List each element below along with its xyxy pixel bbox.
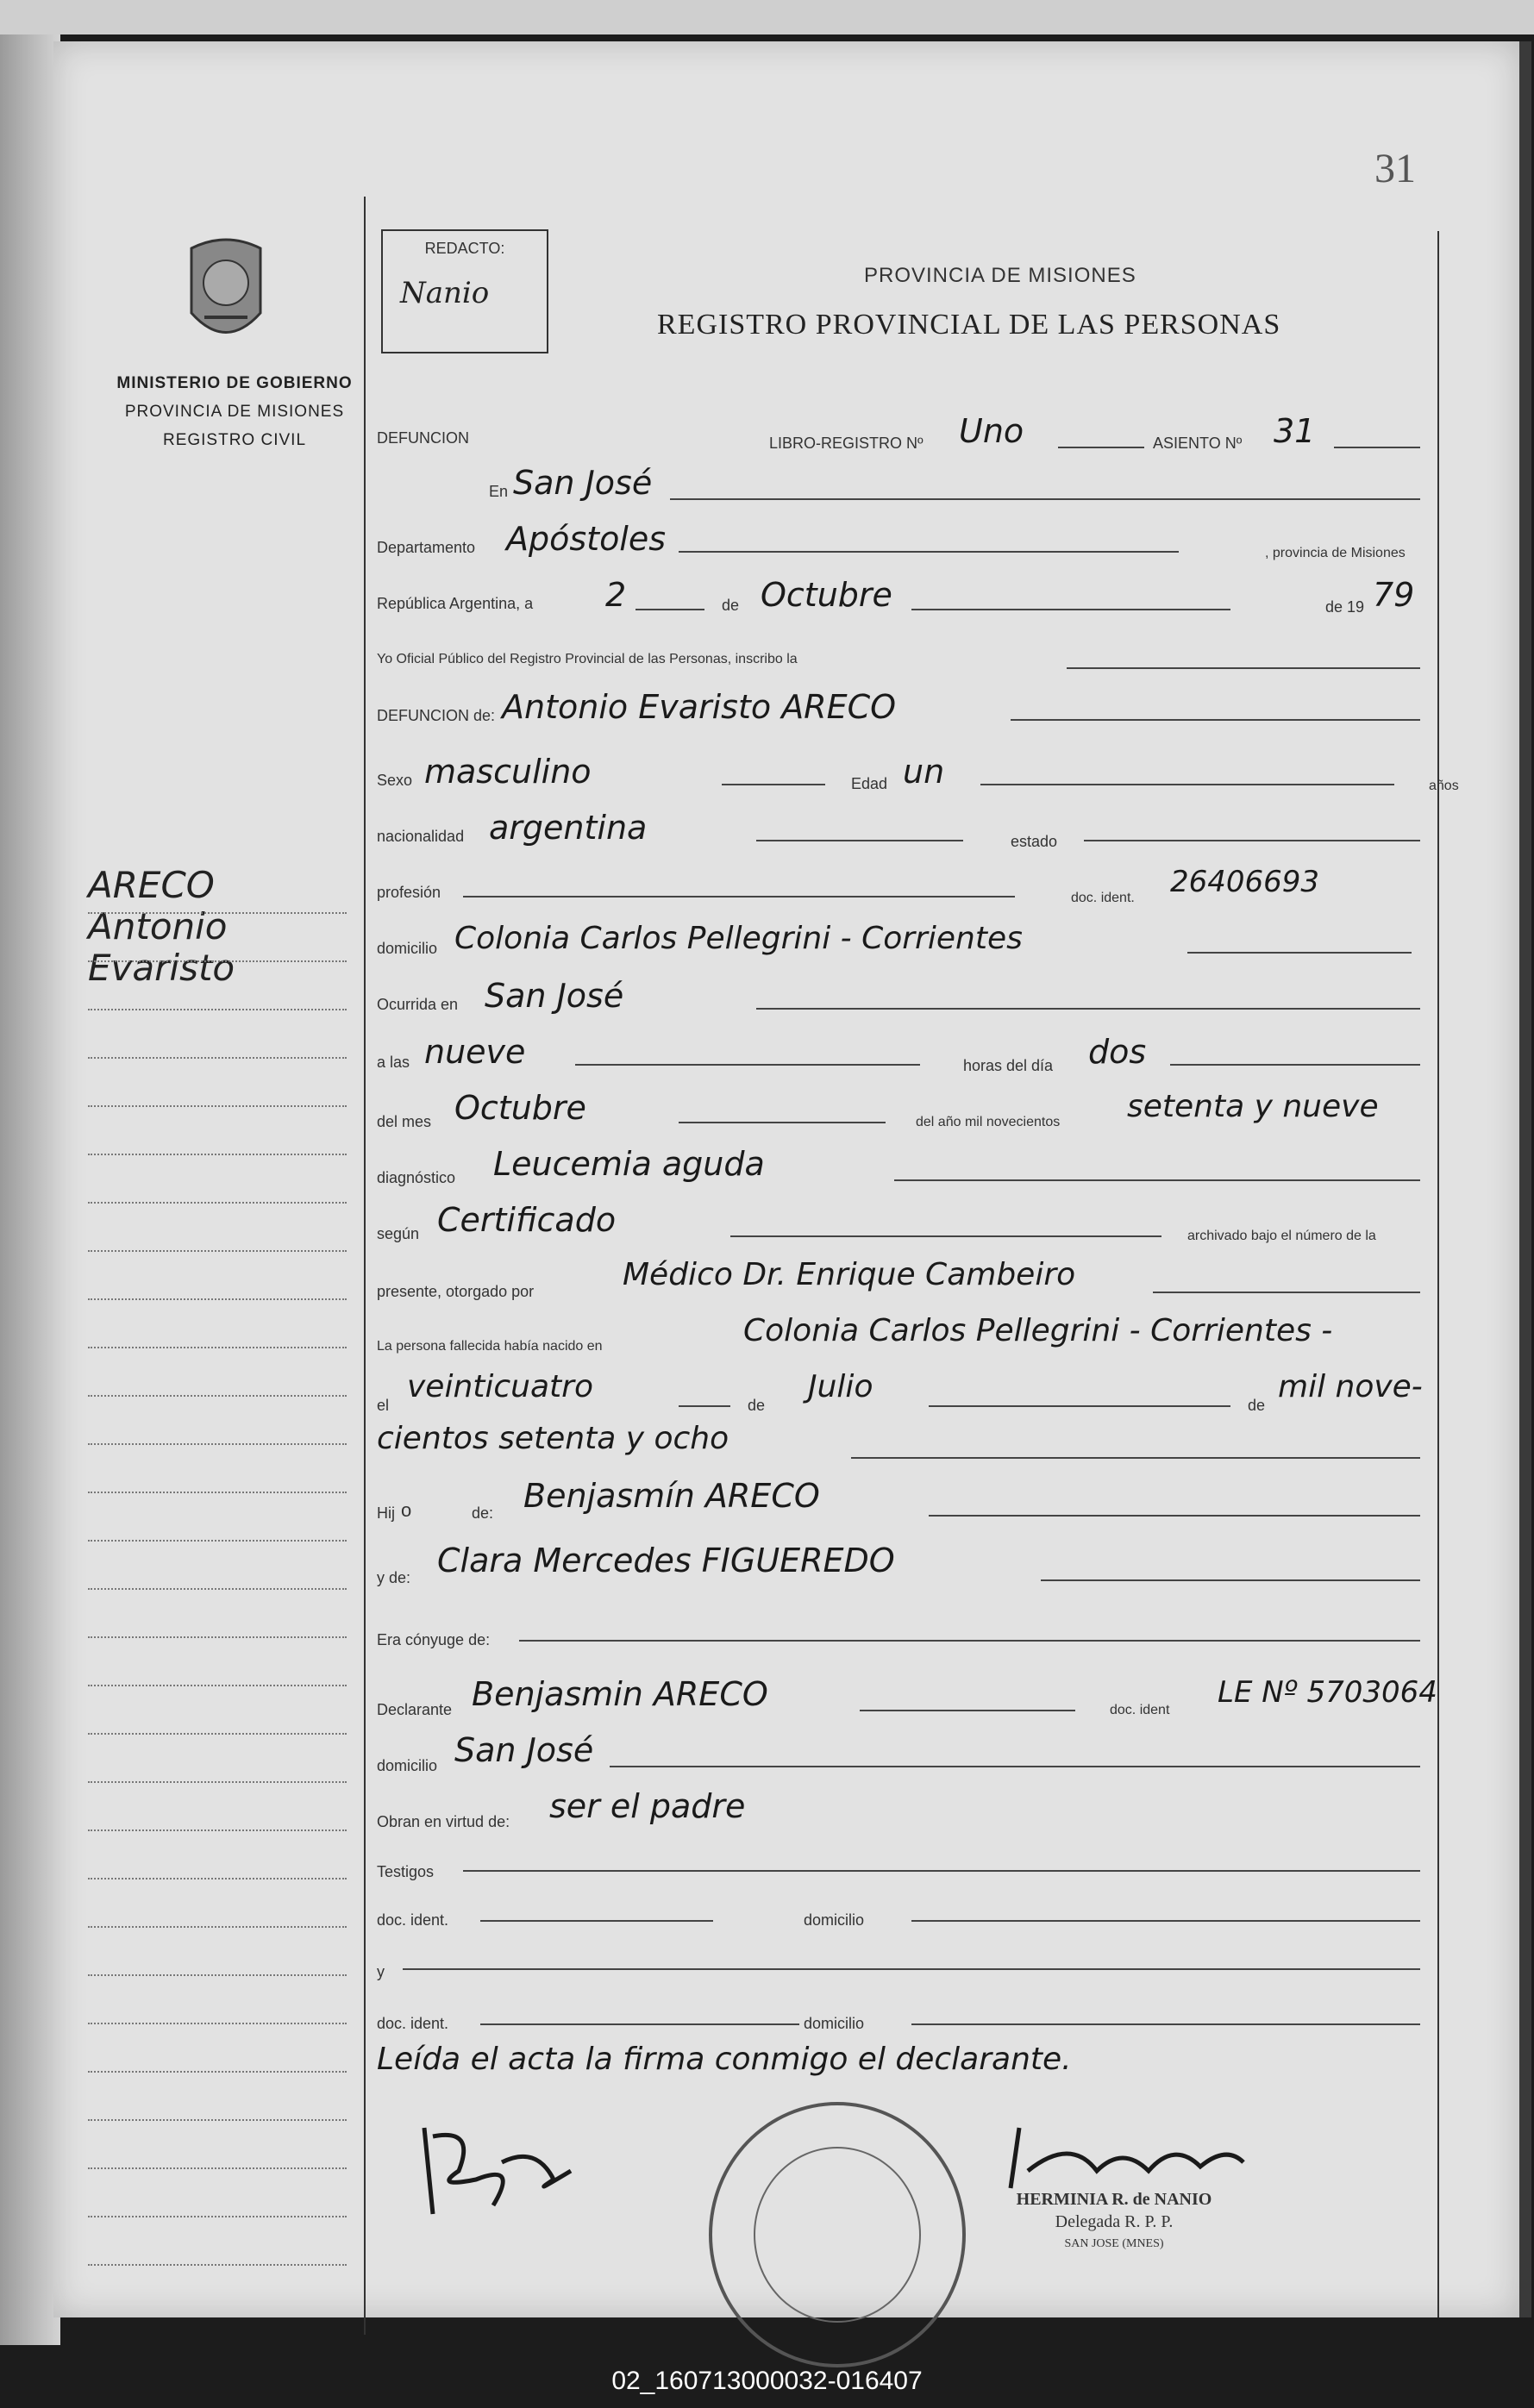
- row-conyuge: [377, 1611, 1429, 1657]
- hijo-suffix: o: [401, 1499, 412, 1521]
- row-testigo1-doc: [377, 1891, 1429, 1937]
- stamp-inner-ring: [754, 2147, 921, 2323]
- official-stamp: [709, 2102, 966, 2367]
- edad-value: un: [903, 753, 945, 791]
- departamento-value: Apóstoles: [506, 520, 667, 558]
- declarant-signature-icon: [398, 2111, 597, 2231]
- a-las-label: a las: [377, 1054, 410, 1071]
- margin-ruled-line: [88, 1443, 347, 1445]
- row-departamento: [377, 520, 1429, 566]
- t2-dom-label: domicilio: [804, 2015, 865, 2032]
- sidebar: [53, 41, 364, 2317]
- margin-ruled-line: [88, 1395, 347, 1397]
- anos-label: años: [1429, 779, 1459, 793]
- row-testigo2-doc: [377, 1994, 1429, 2041]
- row-obran: [377, 1787, 1429, 1834]
- row-el-cont: [377, 1421, 1429, 1467]
- margin-ruled-line: [88, 2167, 347, 2169]
- row-del-mes: [377, 1089, 1429, 1135]
- asiento-value: 31: [1274, 412, 1316, 450]
- declarante-doc-label: doc. ident: [1110, 1703, 1170, 1717]
- book-left-page-edge: [0, 34, 60, 2345]
- t2-doc-label: doc. ident.: [377, 2015, 449, 2032]
- line: [860, 1710, 1075, 1711]
- document-page: [53, 41, 1531, 2317]
- line: [679, 551, 1179, 553]
- ministry-province: PROVINCIA DE MISIONES: [124, 403, 345, 421]
- margin-ruled-line: [88, 1829, 347, 1831]
- image-caption: 02_160713000032-016407: [611, 2367, 923, 2395]
- defuncion-label: DEFUNCION: [377, 429, 469, 447]
- declarante-label: Declarante: [377, 1701, 453, 1718]
- redacto-label: REDACTO:: [424, 240, 505, 257]
- margin-ruled-line: [88, 1202, 347, 1204]
- declarante-dom-label: domicilio: [377, 1757, 438, 1774]
- margin-ruled-line: [88, 1926, 347, 1928]
- row-y-de: [377, 1542, 1429, 1588]
- oficial-text: Yo Oficial Público del Registro Provincial de las Personas, inscribo la: [377, 652, 798, 666]
- margin-ruled-line: [88, 2264, 347, 2266]
- estado-label: estado: [1011, 833, 1058, 850]
- line: [1153, 1292, 1420, 1293]
- margin-ruled-line: [88, 1298, 347, 1300]
- margin-ruled-line: [88, 1878, 347, 1879]
- diagnostico-value: Leucemia aguda: [493, 1145, 765, 1183]
- obran-value: ser el padre: [549, 1787, 746, 1825]
- ocurrida-value: San José: [485, 977, 624, 1015]
- row-a-las: [377, 1033, 1429, 1079]
- registrar-signature-icon: [1002, 2119, 1261, 2197]
- edad-label: Edad: [851, 775, 888, 792]
- dia-value: 2: [605, 576, 627, 614]
- row-leida: [377, 2042, 1429, 2088]
- line: [480, 1920, 713, 1922]
- line: [1058, 447, 1144, 448]
- right-border-line: [1437, 231, 1439, 2317]
- header-title: REGISTRO PROVINCIAL DE LAS PERSONAS: [657, 309, 1281, 341]
- obran-label: Obran en virtud de:: [377, 1813, 510, 1830]
- del-mes-value: Octubre: [454, 1089, 586, 1127]
- nacido-label: La persona fallecida había nacido en: [377, 1339, 603, 1354]
- line: [929, 1515, 1420, 1517]
- line: [610, 1766, 1420, 1767]
- nacionalidad-value: argentina: [489, 809, 648, 847]
- margin-ruled-line: [88, 1105, 347, 1107]
- a-las-value: nueve: [424, 1033, 526, 1071]
- el-de-label: de: [748, 1397, 766, 1414]
- del-anio-value: setenta y nueve: [1127, 1089, 1379, 1124]
- line: [980, 784, 1394, 785]
- margin-surname: ARECO: [88, 864, 215, 906]
- row-nacido: [377, 1313, 1429, 1360]
- row-sexo: [377, 753, 1459, 799]
- nacionalidad-label: nacionalidad: [377, 828, 465, 845]
- line: [575, 1064, 920, 1066]
- t-dom-label: domicilio: [804, 1911, 865, 1929]
- margin-ruled-line: [88, 2023, 347, 2024]
- y-de-label: y de:: [377, 1569, 411, 1586]
- de-label: de: [722, 597, 740, 614]
- margin-ruled-line: [88, 1154, 347, 1155]
- line: [1170, 1064, 1420, 1066]
- line: [403, 1968, 1420, 1970]
- row-profesion: [377, 865, 1429, 911]
- el-value: veinticuatro: [407, 1369, 593, 1404]
- margin-middle-name: Evaristo: [88, 947, 235, 989]
- registrar-place: SAN JOSE (MNES): [1064, 2237, 1164, 2250]
- ministry-block: [105, 369, 364, 454]
- doc-ident-label: doc. ident.: [1071, 891, 1135, 905]
- margin-ruled-line: [88, 1540, 347, 1542]
- el-anio-value-cont: cientos setenta y ocho: [377, 1421, 729, 1456]
- line: [1067, 667, 1420, 669]
- sexo-label: Sexo: [377, 772, 413, 789]
- republica-label: República Argentina, a: [377, 595, 534, 612]
- el-label: el: [377, 1397, 390, 1414]
- row-testigo2: [377, 1942, 1429, 1989]
- page-number: 31: [1374, 146, 1416, 191]
- line: [670, 498, 1420, 500]
- mes-value: Octubre: [761, 576, 892, 614]
- row-ocurrida: [377, 977, 1429, 1023]
- line: [1041, 1579, 1420, 1581]
- diagnostico-label: diagnóstico: [377, 1169, 456, 1186]
- redacto-box: [381, 229, 548, 353]
- doc-ident-value: 26406693: [1170, 865, 1320, 899]
- redacto-value: Nanio: [400, 276, 490, 310]
- segun-value: Certificado: [437, 1201, 617, 1239]
- domicilio-value: Colonia Carlos Pellegrini - Corrientes: [454, 921, 1023, 956]
- segun-label: según: [377, 1225, 420, 1242]
- sexo-value: masculino: [424, 753, 592, 791]
- nacido-value: Colonia Carlos Pellegrini - Corrientes -: [743, 1313, 1333, 1348]
- line: [756, 840, 963, 841]
- testigos-label: Testigos: [377, 1863, 435, 1880]
- line: [911, 1920, 1420, 1922]
- profesion-label: profesión: [377, 884, 441, 901]
- el-mes-value: Julio: [808, 1369, 873, 1404]
- domicilio-label: domicilio: [377, 940, 438, 957]
- margin-ruled-line: [88, 1781, 347, 1783]
- libro-label: LIBRO-REGISTRO Nº: [769, 435, 924, 452]
- libro-value: Uno: [959, 412, 1024, 450]
- t-doc-label: doc. ident.: [377, 1911, 449, 1929]
- line: [894, 1179, 1420, 1181]
- line: [1187, 952, 1412, 954]
- row-oficial: [377, 636, 1429, 683]
- declarante-value: Benjasmin ARECO: [472, 1675, 768, 1713]
- archivado-label: archivado bajo el número de la: [1187, 1229, 1376, 1243]
- line: [730, 1235, 1161, 1237]
- ministry-registry: REGISTRO CIVIL: [162, 431, 307, 449]
- provincia-label: , provincia de Misiones: [1265, 546, 1406, 560]
- line: [463, 896, 1015, 898]
- line: [756, 1008, 1420, 1010]
- presente-value: Médico Dr. Enrique Cambeiro: [623, 1257, 1076, 1292]
- del-mes-label: del mes: [377, 1113, 432, 1130]
- line: [480, 2023, 799, 2025]
- line: [463, 1870, 1420, 1872]
- horas-value: dos: [1088, 1033, 1147, 1071]
- row-declarante-domicilio: [377, 1731, 1429, 1778]
- row-libro: [377, 412, 1429, 459]
- row-testigos: [377, 1839, 1429, 1886]
- declarante-dom-value: San José: [454, 1731, 594, 1769]
- margin-given-name: Antonio: [88, 905, 228, 948]
- margin-name: [88, 865, 347, 989]
- leida-text: Leída el acta la firma conmigo el declarante.: [377, 2042, 1072, 2077]
- registrar-role: Delegada R. P. P.: [1055, 2212, 1174, 2231]
- conyuge-label: Era cónyuge de:: [377, 1631, 491, 1648]
- el-de2-label: de: [1248, 1397, 1266, 1414]
- line: [911, 609, 1230, 610]
- margin-ruled-line: [88, 960, 347, 962]
- margin-ruled-line: [88, 2216, 347, 2217]
- row-domicilio: [377, 921, 1429, 967]
- line: [636, 609, 704, 610]
- line: [929, 1405, 1230, 1407]
- line: [722, 784, 825, 785]
- margin-ruled-line: [88, 1347, 347, 1348]
- horas-label: horas del día: [963, 1057, 1054, 1074]
- margin-ruled-line: [88, 1492, 347, 1493]
- row-diagnostico: [377, 1145, 1429, 1191]
- margin-ruled-line: [88, 1685, 347, 1686]
- coat-of-arms-icon: [174, 231, 278, 360]
- ocurrida-label: Ocurrida en: [377, 996, 459, 1013]
- defuncion-de-label: DEFUNCION de:: [377, 707, 496, 724]
- row-en: [377, 464, 1429, 510]
- row-declarante: [377, 1675, 1437, 1722]
- en-label: En: [489, 483, 509, 500]
- line: [679, 1122, 886, 1123]
- margin-ruled-line: [88, 1009, 347, 1010]
- hijo-de-label: de:: [472, 1504, 494, 1522]
- declarante-doc-value: LE Nº 5703064: [1218, 1675, 1437, 1710]
- margin-ruled-line: [88, 2071, 347, 2073]
- registrar-signature-block: [985, 2188, 1243, 2255]
- ministry-name: MINISTERIO DE GOBIERNO: [116, 374, 353, 392]
- anio-value: 79: [1373, 576, 1415, 614]
- row-presente: [377, 1257, 1429, 1304]
- del-anio-label: del año mil novecientos: [916, 1115, 1061, 1129]
- line: [911, 2023, 1420, 2025]
- line: [1011, 719, 1420, 721]
- hijo-label: Hij: [377, 1504, 395, 1522]
- line: [1084, 840, 1420, 841]
- margin-divider: [364, 197, 366, 2335]
- margin-ruled-line: [88, 1250, 347, 1252]
- registrar-name: HERMINIA R. de NANIO: [1016, 2190, 1212, 2209]
- defuncion-de-value: Antonio Evaristo ARECO: [502, 688, 897, 726]
- line: [1334, 447, 1420, 448]
- margin-ruled-line: [88, 1636, 347, 1638]
- row-nacionalidad: [377, 809, 1429, 855]
- row-hijo: [377, 1477, 1429, 1523]
- el-anio-value: mil nove-: [1278, 1369, 1423, 1404]
- de19-label: de 19: [1325, 598, 1365, 616]
- departamento-label: Departamento: [377, 539, 476, 556]
- margin-ruled-line: [88, 1588, 347, 1590]
- margin-ruled-line: [88, 912, 347, 914]
- line: [519, 1640, 1420, 1642]
- presente-label: presente, otorgado por: [377, 1283, 535, 1300]
- en-value: San José: [513, 464, 653, 502]
- line: [851, 1457, 1420, 1459]
- margin-ruled-line: [88, 2119, 347, 2121]
- margin-ruled-line: [88, 1974, 347, 1976]
- margin-ruled-line: [88, 1057, 347, 1059]
- margin-ruled-line: [88, 1733, 347, 1735]
- hijo-de-value: Benjasmín ARECO: [523, 1477, 820, 1515]
- asiento-label: ASIENTO Nº: [1153, 435, 1243, 452]
- row-segun: [377, 1201, 1429, 1248]
- row-defuncion-de: [377, 688, 1429, 735]
- row-fecha: [377, 576, 1429, 622]
- line: [679, 1405, 730, 1407]
- t-y-label: y: [377, 1963, 385, 1980]
- header-province: PROVINCIA DE MISIONES: [864, 264, 1136, 287]
- row-el: [377, 1369, 1429, 1416]
- y-de-value: Clara Mercedes FIGUEREDO: [437, 1542, 895, 1579]
